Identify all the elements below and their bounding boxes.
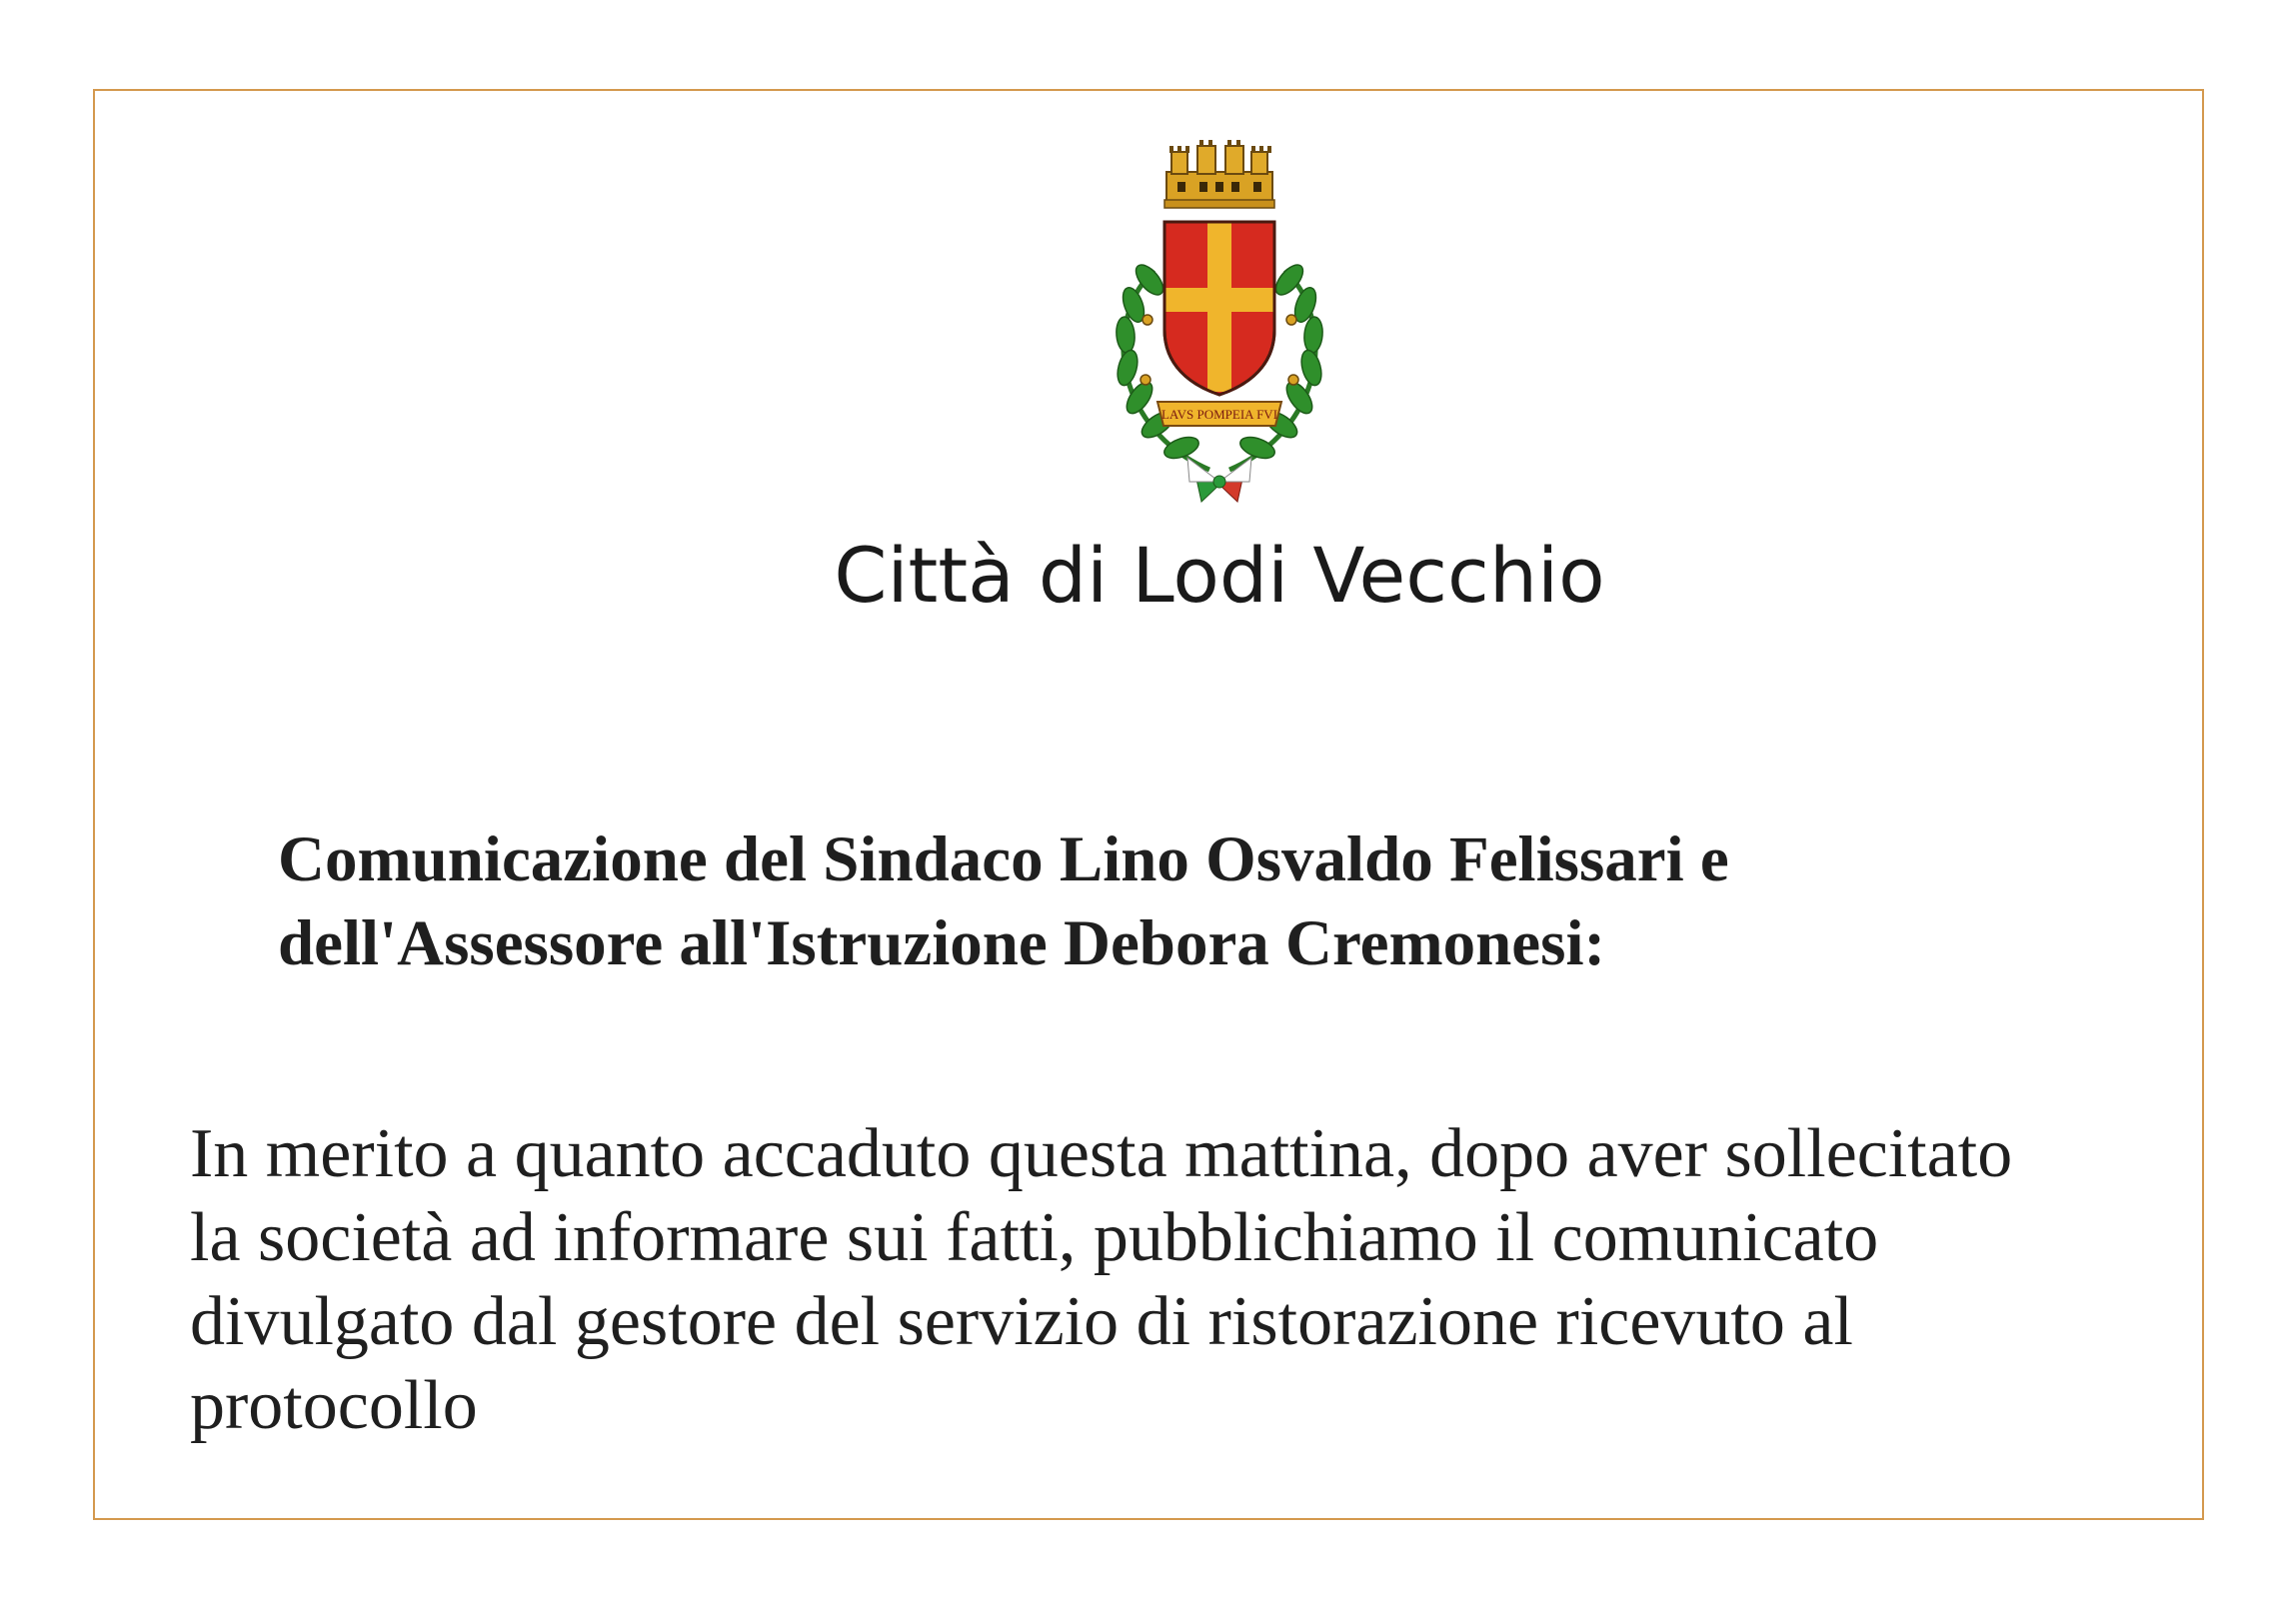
motto-text: LAVS POMPEIA FVI [1160, 407, 1278, 422]
shield [1164, 222, 1274, 395]
communication-heading [278, 817, 2177, 985]
body-line: la società ad informare sui fatti, pubblichiamo il comunicato [190, 1199, 1879, 1276]
communication-body [190, 1112, 2189, 1448]
heading-line: Comunicazione del Sindaco Lino Osvaldo Felissari e [278, 823, 1729, 895]
city-crest-icon [1070, 140, 1369, 510]
crown [1164, 140, 1274, 208]
city-name-title: Città di Lodi Vecchio [834, 531, 1605, 620]
body-line: protocollo [190, 1367, 478, 1444]
heading-line: dell'Assessore all'Istruzione Debora Cremonesi: [278, 907, 1606, 979]
tricolor-bow [1187, 458, 1251, 502]
body-line: In merito a quanto accaduto questa mattina, dopo aver sollecitato [190, 1115, 2013, 1192]
body-line: divulgato dal gestore del servizio di ristorazione ricevuto al [190, 1283, 1853, 1360]
motto-ribbon [1157, 402, 1281, 426]
